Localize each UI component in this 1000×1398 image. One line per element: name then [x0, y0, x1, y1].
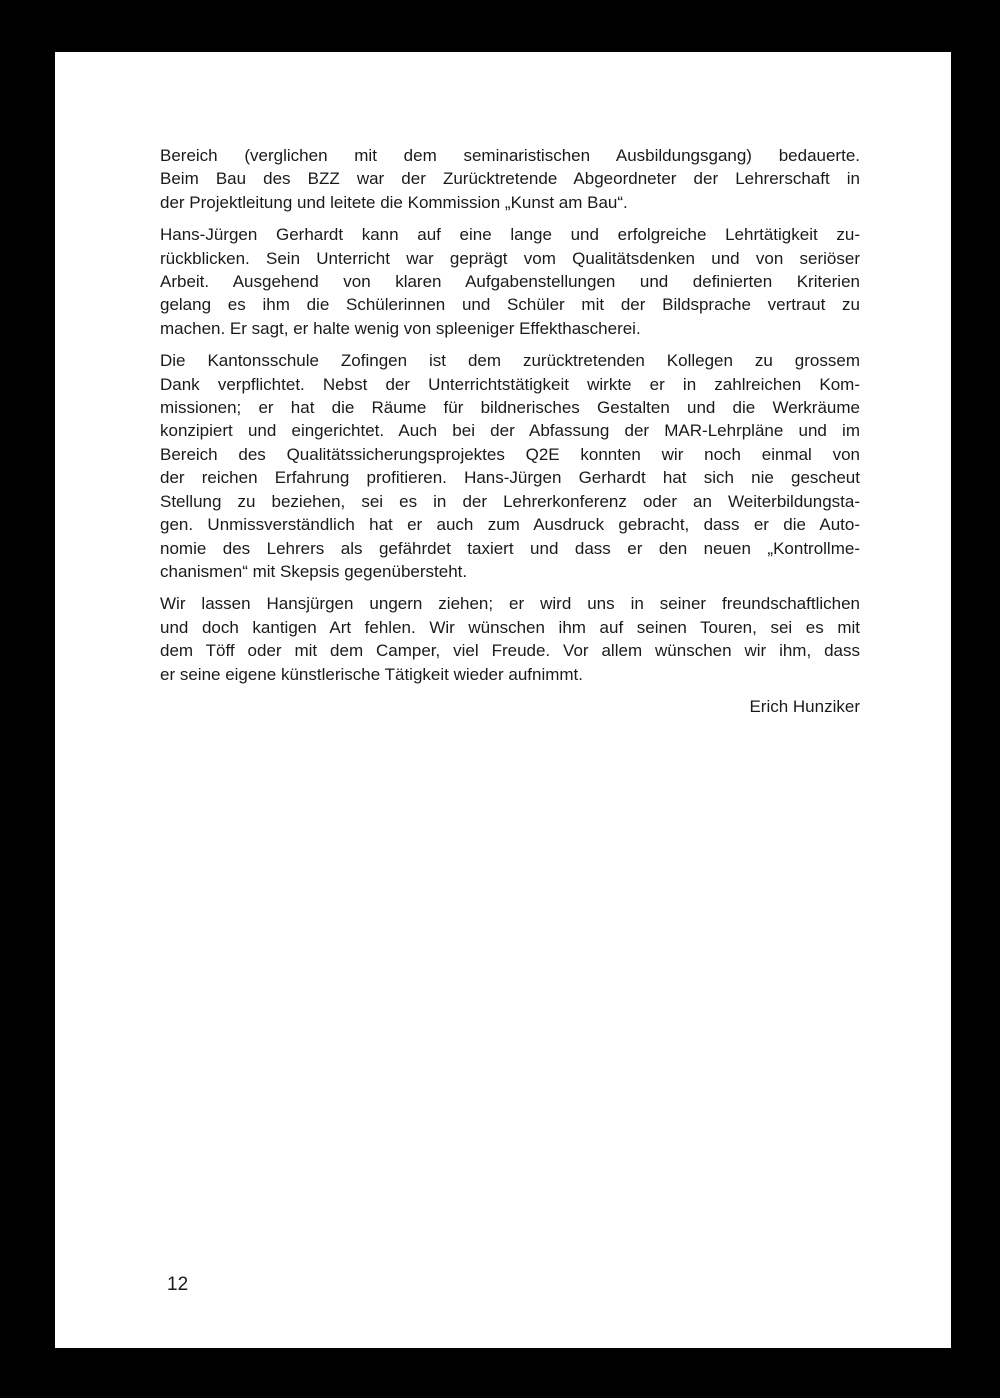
page-number: 12 [167, 1274, 189, 1295]
text-line: nomie des Lehrers als gefährdet taxiert und dass er den neuen „Kontrollme- [160, 538, 860, 558]
paragraph-1 [160, 144, 860, 214]
text-line: machen. Er sagt, er halte wenig von spleeniger Effekthascherei. [160, 318, 641, 338]
text-line: Dank verpflichtet. Nebst der Unterrichtstätigkeit wirkte er in zahlreichen Kom- [160, 374, 860, 394]
text-line: er seine eigene künstlerische Tätigkeit wieder aufnimmt. [160, 664, 584, 684]
text-line: Stellung zu beziehen, sei es in der Lehrerkonferenz oder an Weiterbildungsta- [160, 491, 860, 511]
text-line: gelang es ihm die Schülerinnen und Schüler mit der Bildsprache vertraut zu [160, 295, 860, 315]
text-line: Hans-Jürgen Gerhardt kann auf eine lange und erfolgreiche Lehrtätigkeit zu- [160, 225, 860, 245]
text-line: Die Kantonsschule Zofingen ist dem zurücktretenden Kollegen zu grossem [160, 351, 860, 371]
text-line: konzipiert und eingerichtet. Auch bei der Abfassung der MAR-Lehrpläne und im [160, 421, 860, 441]
text-line: Beim Bau des BZZ war der Zurücktretende Abgeordneter der Lehrerschaft in [160, 169, 860, 189]
text-line: Wir lassen Hansjürgen ungern ziehen; er wird uns in seiner freundschaftlichen [160, 594, 860, 614]
document-page [55, 52, 951, 1348]
text-line: Bereich (verglichen mit dem seminaristischen Ausbildungsgang) bedauerte. [160, 146, 860, 165]
paragraph-3 [160, 349, 860, 583]
body-text [160, 144, 860, 695]
text-line: und doch kantigen Art fehlen. Wir wünschen ihm auf seinen Touren, sei es mit [160, 617, 860, 637]
text-line: Bereich des Qualitätssicherungsprojektes Q2E konnten wir noch einmal von [160, 444, 860, 464]
text-line: gen. Unmissverständlich hat er auch zum Ausdruck gebracht, dass er die Auto- [160, 515, 860, 535]
text-line: der reichen Erfahrung profitieren. Hans-Jürgen Gerhardt hat sich nie gescheut [160, 468, 860, 488]
text-line: Arbeit. Ausgehend von klaren Aufgabenstellungen und definierten Kriterien [160, 272, 860, 292]
text-line: missionen; er hat die Räume für bildnerisches Gestalten und die Werkräume [160, 398, 860, 418]
paragraph-2 [160, 223, 860, 340]
text-line: chanismen“ mit Skepsis gegenübersteht. [160, 561, 468, 581]
text-line: dem Töff oder mit dem Camper, viel Freude. Vor allem wünschen wir ihm, dass [160, 641, 860, 661]
text-line: rückblicken. Sein Unterricht war geprägt vom Qualitätsdenken und von seriöser [160, 248, 860, 268]
text-line: der Projektleitung und leitete die Kommission „Kunst am Bau“. [160, 192, 628, 212]
author-signature: Erich Hunziker [749, 697, 860, 716]
paragraph-4 [160, 592, 860, 686]
